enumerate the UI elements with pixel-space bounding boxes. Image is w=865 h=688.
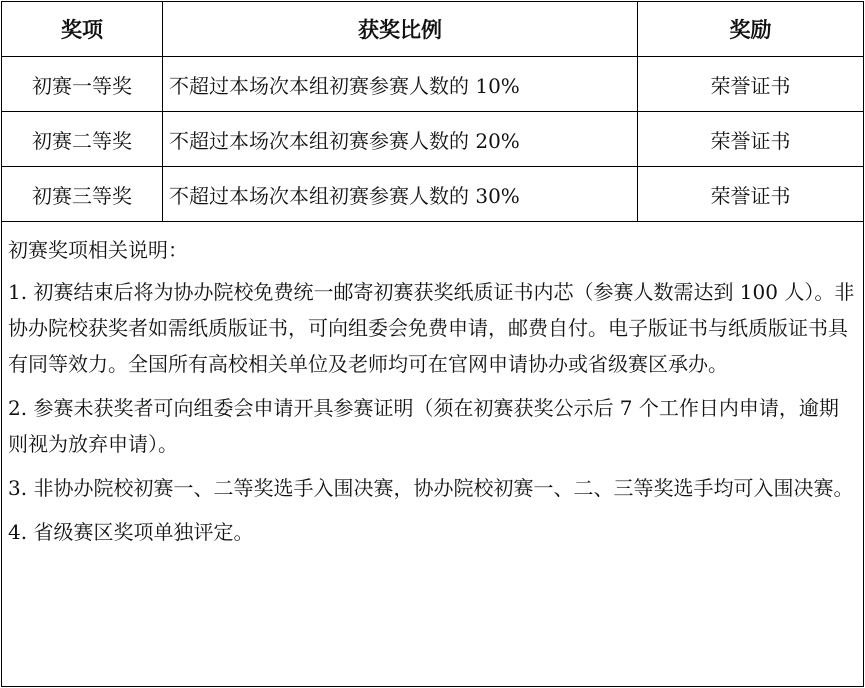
award-table xyxy=(2,2,863,222)
notes-section xyxy=(2,222,863,550)
header-award: 奖项 xyxy=(2,2,163,57)
table-row xyxy=(2,167,863,222)
table-row xyxy=(2,57,863,112)
award-cell: 初赛一等奖 xyxy=(2,57,163,112)
reward-cell: 荣誉证书 xyxy=(638,112,864,167)
reward-cell: 荣誉证书 xyxy=(638,57,864,112)
note-item: 2. 参赛未获奖者可向组委会申请开具参赛证明（须在初赛获奖公示后 7 个工作日内申请，逾期则视为放弃申请）。 xyxy=(8,396,839,456)
table-header-row xyxy=(2,2,863,57)
note-item: 1. 初赛结束后将为协办院校免费统一邮寄初赛获奖纸质证书内芯（参赛人数需达到 100 人）。非协办院校获奖者如需纸质版证书，可向组委会免费申请，邮费自付。电子版证书与纸质版证书具有同等效力。全国所有高校相关单位及老师均可在官网申请协办或省级赛区承办。 xyxy=(8,280,855,376)
award-cell: 初赛三等奖 xyxy=(2,167,163,222)
table-row xyxy=(2,112,863,167)
reward-cell: 荣誉证书 xyxy=(638,167,864,222)
ratio-cell: 不超过本场次本组初赛参赛人数的 30% xyxy=(163,167,638,222)
header-ratio: 获奖比例 xyxy=(163,2,638,57)
notes-title: 初赛奖项相关说明： xyxy=(8,238,188,262)
ratio-cell: 不超过本场次本组初赛参赛人数的 10% xyxy=(163,57,638,112)
note-item: 4. 省级赛区奖项单独评定。 xyxy=(8,520,254,544)
award-cell: 初赛二等奖 xyxy=(2,112,163,167)
header-reward: 奖励 xyxy=(638,2,864,57)
note-item: 3. 非协办院校初赛一、二等奖选手入围决赛，协办院校初赛一、二、三等奖选手均可入围决赛。 xyxy=(8,476,854,500)
ratio-cell: 不超过本场次本组初赛参赛人数的 20% xyxy=(163,112,638,167)
award-document xyxy=(1,1,864,687)
